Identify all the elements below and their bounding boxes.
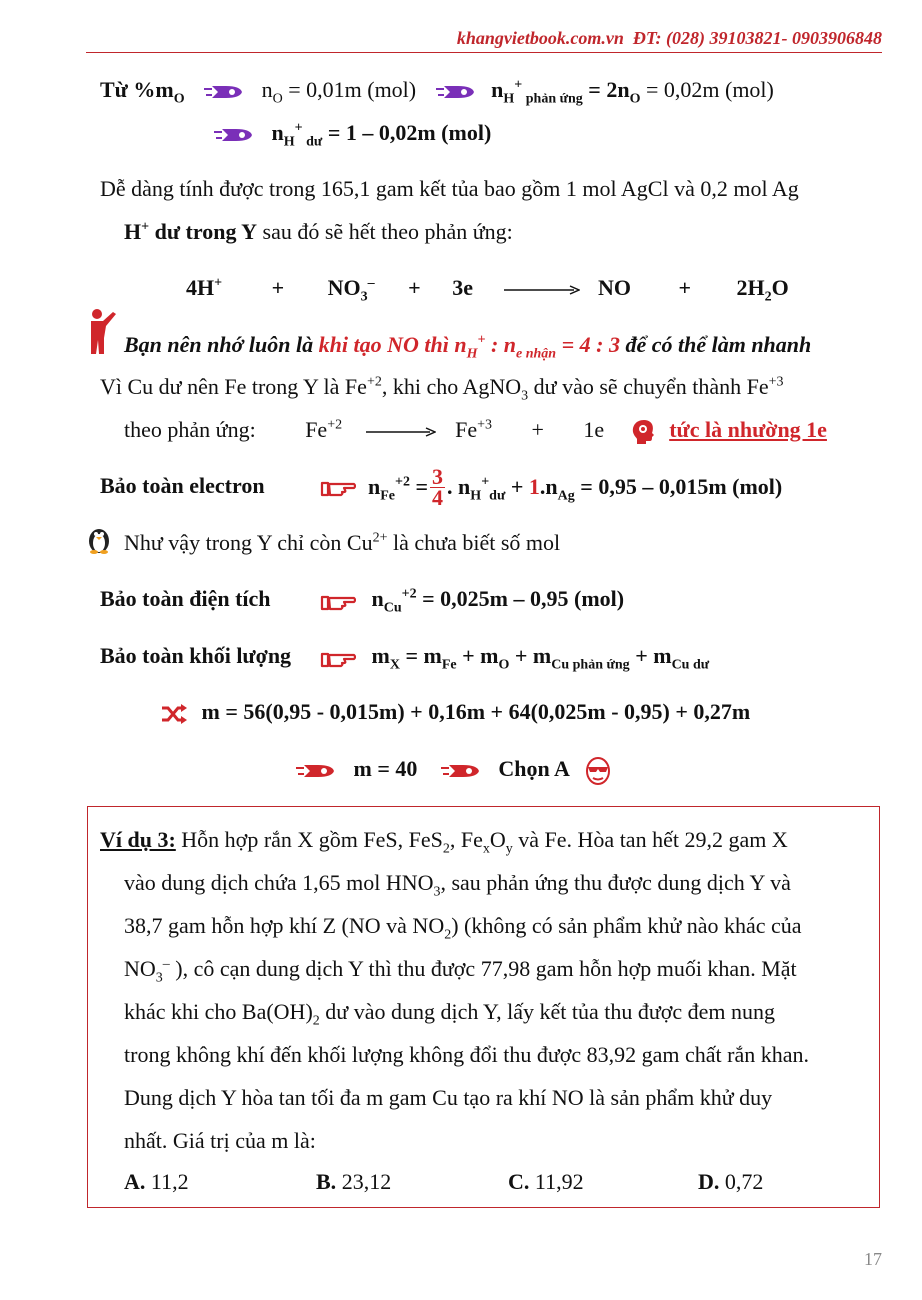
- rocket-arrow-icon: [436, 81, 476, 103]
- charge-conservation-eq: $n_{Cu}^{+2} = 0,025m - 0,95$ (mol): [320, 585, 624, 613]
- option-c[interactable]: C. 11,92: [508, 1169, 584, 1194]
- line-7: theo phản ứng: $Fe^{+2}$ $Fe^{+3} + 1e$ tức là nhường 1e: [124, 416, 827, 446]
- choose-answer: Chọn A: [498, 756, 569, 781]
- example-line-1: Ví dụ 3: Hỗn hợp rắn X gồm FeS, FeS$_2$, $Fe_xO_y$ và Fe. Hòa tan hết 29,2 gam X: [100, 827, 788, 857]
- pointing-hand-icon: [320, 475, 356, 499]
- reaction-arrow-icon: [366, 426, 436, 438]
- example-line-7: Dung dịch Y hòa tan tối đa m gam Cu tạo ra khí NO là sản phẩm khử duy: [124, 1085, 773, 1110]
- example-line-6: trong không khí đến khối lượng không đổi thu được 83,92 gam chất rắn khan.: [124, 1042, 810, 1067]
- charge-conservation-label: Bảo toàn điện tích: [100, 586, 271, 611]
- option-b[interactable]: B. 23,12: [316, 1169, 392, 1194]
- electron-conservation-eq: $n_{Fe}^{+2}$ = $\frac{3}{4}$ . $n_H^+_{dư} + 1.n_{Ag} = 0,95 - 0,015m$ (mol): [320, 462, 782, 512]
- rocket-arrow-icon: [204, 81, 244, 103]
- line-9: Như vậy trong Y chỉ còn $Cu^{2+}$ là chưa biết số mol: [124, 530, 561, 555]
- m-result: m = 40: [353, 756, 418, 781]
- shuffle-icon: [160, 702, 188, 726]
- page-header: [457, 28, 882, 49]
- teacher-icon: [85, 308, 117, 356]
- rocket-arrow-icon: [214, 124, 254, 146]
- fraction-three-quarters: $\frac{3}{4}$: [432, 463, 444, 510]
- penguin-icon: [86, 526, 112, 554]
- nh-reacted: $n_H^+$ $_{phản ứng} = 2n_O$: [491, 77, 641, 107]
- rocket-arrow-icon: [296, 760, 336, 782]
- no-value: $n_O = 0,01m$ (mol): [261, 77, 417, 107]
- page-number: 17: [864, 1249, 882, 1269]
- example-line-8: nhất. Giá trị của m là:: [124, 1128, 316, 1153]
- option-a[interactable]: A. 11,2: [124, 1169, 189, 1194]
- option-d[interactable]: D. 0,72: [698, 1169, 764, 1194]
- example-line-3: 38,7 gam hỗn hợp khí Z (NO và $NO_2$) (không có sản phẩm khử nào khác của: [124, 913, 802, 943]
- pointing-hand-icon: [320, 646, 356, 670]
- header-site: khangvietbook.com.vn: [456, 28, 624, 48]
- electron-conservation-label: Bảo toàn electron: [100, 473, 265, 498]
- rocket-arrow-icon: [441, 760, 481, 782]
- head-idea-icon: [630, 418, 658, 446]
- line-3: Dễ dàng tính được trong 165,1 gam kết tủa bao gồm 1 mol AgCl và 0,2 mol Ag: [100, 176, 799, 201]
- pointing-hand-icon: [320, 589, 356, 613]
- line-2: $n_H^+$ $_{dư}$ = 1 – 0,02m (mol): [214, 119, 491, 147]
- example-line-4: $NO_3^-$ ), cô cạn dung dịch Y thì thu được 77,98 gam hỗn hợp muối khan. Mặt: [124, 956, 797, 986]
- header-phone: ĐT: (028) 39103821- 0903906848: [632, 28, 882, 48]
- line-1: [100, 76, 774, 107]
- header-divider: [86, 52, 882, 53]
- example-line-2: vào dung dịch chứa 1,65 mol $HNO_3$, sau phản ứng thu được dung dịch Y và: [124, 870, 791, 900]
- cool-face-icon: [584, 756, 612, 786]
- from-mo-label: Từ $\%m_O$: [100, 77, 185, 107]
- nh-reacted-value: = 0,02m (mol): [640, 77, 774, 102]
- reaction-arrow-icon: [504, 284, 580, 296]
- mass-conservation-label: Bảo toàn khối lượng: [100, 643, 292, 668]
- line-4: H+ dư trong Y sau đó sẽ hết theo phản ứng:: [124, 219, 513, 244]
- line-6: Vì Cu dư nên Fe trong Y là $Fe^{+2}$, khi cho AgNO$_3$ dư vào sẽ chuyển thành $Fe^{+3}$: [100, 374, 784, 404]
- equation-no-formation: $4H^+ + NO_3^- + 3e$ NO + $2H_2O$: [186, 275, 789, 305]
- give-one-electron-note: tức là nhường 1e: [669, 417, 827, 442]
- answer-line: [296, 755, 612, 786]
- mass-conservation-eq: $m_X = m_{Fe} + m_O + m_{Cu phản ứng} + m_{Cu dư}$: [320, 642, 709, 670]
- example-line-5: khác khi cho $Ba(OH)_2$ dư vào dung dịch Y, lấy kết tủa thu được đem nung: [124, 999, 776, 1029]
- mass-equation-line: m = 56(0,95 - 0,015m) + 0,16m + 64(0,025m - 0,95) + 0,27m: [160, 698, 750, 726]
- example-title: Ví dụ 3:: [100, 827, 176, 852]
- tip-line: Bạn nên nhớ luôn là khi tạo NO thì $n_H^+$ : $n_{e nhận} = 4$ : 3 để có thể làm nhanh: [124, 332, 812, 362]
